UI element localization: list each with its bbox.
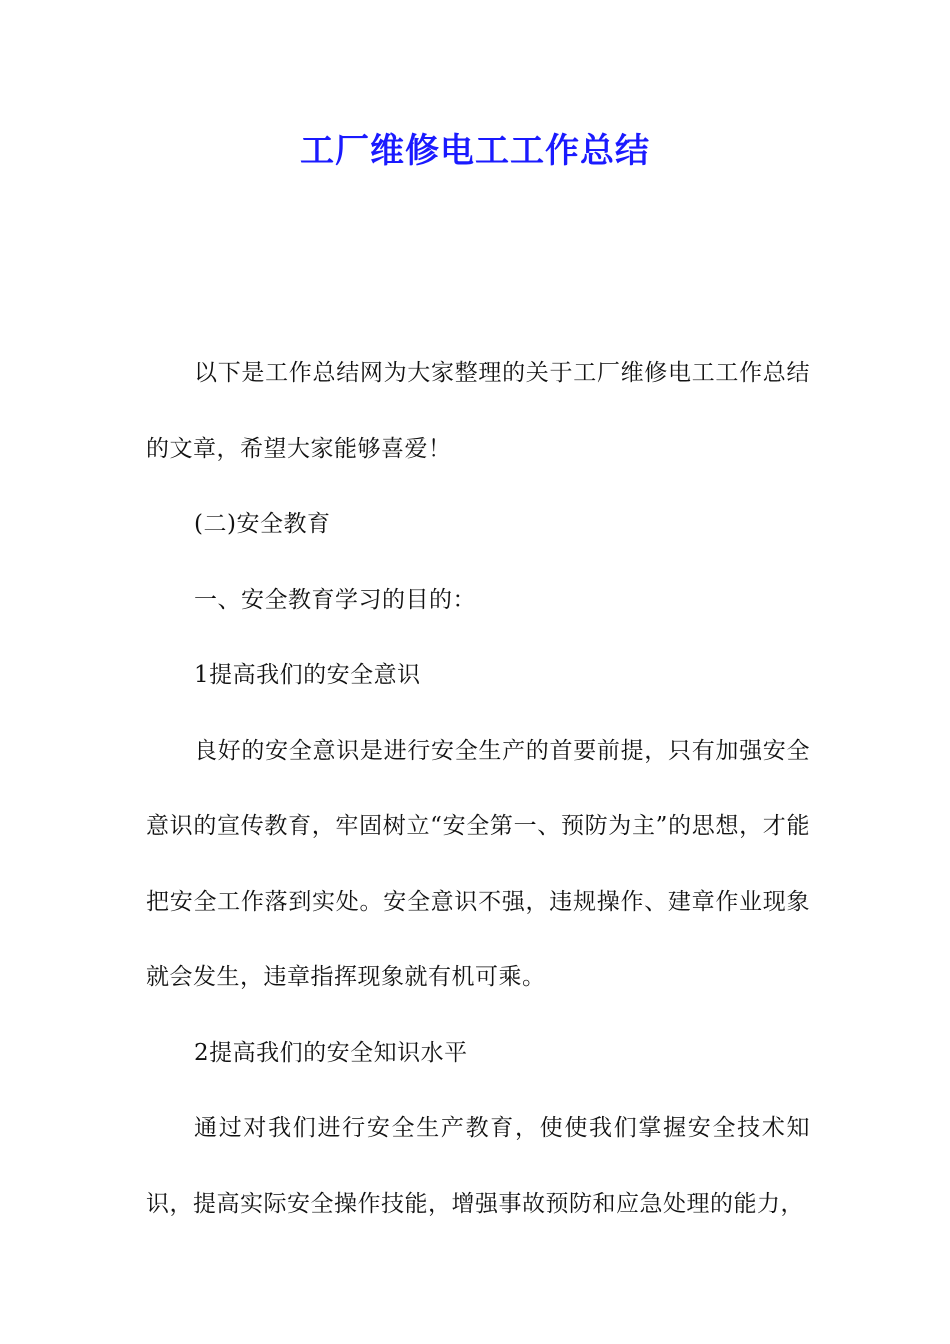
paragraph-item-1-heading: 1提高我们的安全意识 — [194, 662, 421, 688]
paragraph-section-heading: (二)安全教育 — [194, 511, 331, 537]
paragraph-subheading-purpose: 一、安全教育学习的目的： — [194, 586, 476, 613]
paragraph-item-2-body: 通过对我们进行安全生产教育，使使我们掌握安全技术知识，提高实际安全操作技能，增强事故预防和应急处理的能力， — [146, 1115, 810, 1217]
paragraph-item-1-body: 良好的安全意识是进行安全生产的首要前提，只有加强安全意识的宣传教育，牢固树立“安全第一、预防为主”的思想，才能把安全工作落到实处。安全意识不强，违规操作、建章作业现象就会发生，违章指挥现象就有机可乘。 — [146, 737, 810, 990]
paragraph-intro: 以下是工作总结网为大家整理的关于工厂维修电工工作总结的文章，希望大家能够喜爱！ — [146, 360, 810, 462]
paragraph-item-2-heading: 2提高我们的安全知识水平 — [194, 1039, 468, 1066]
document-body — [146, 336, 810, 1242]
document-title: 工厂维修电工工作总结 — [300, 131, 650, 171]
